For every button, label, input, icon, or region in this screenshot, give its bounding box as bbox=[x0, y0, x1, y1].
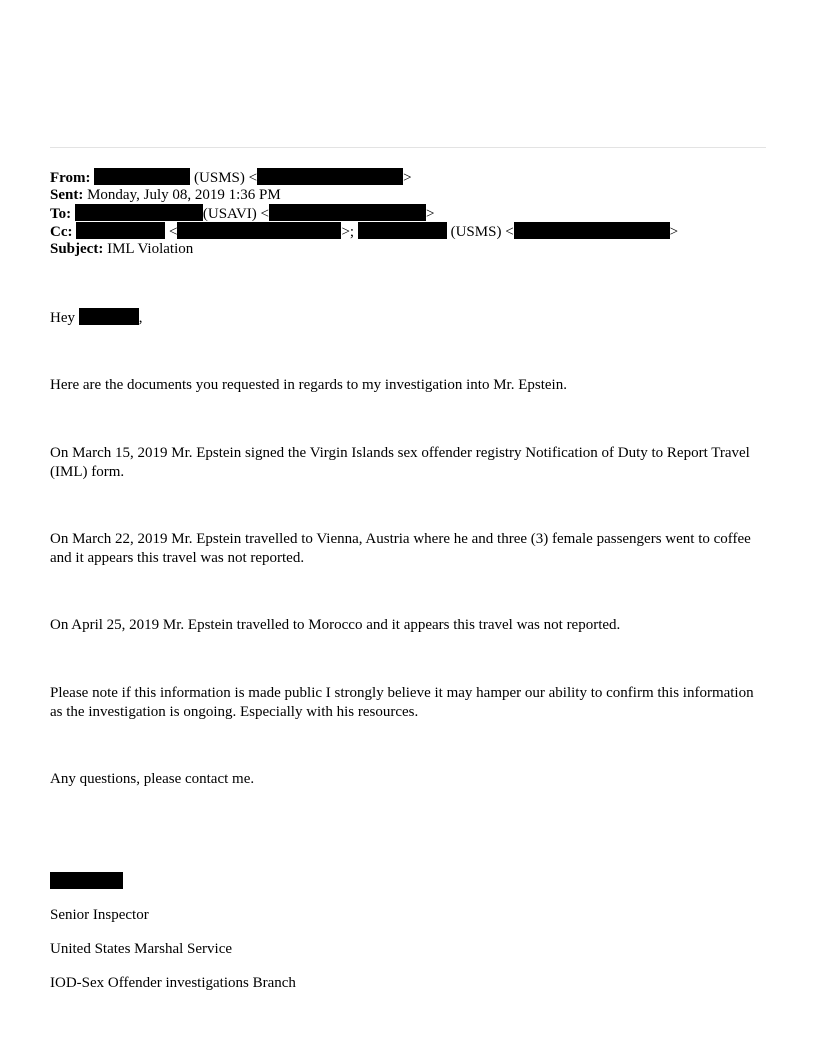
cc-line bbox=[50, 222, 678, 240]
sent-value: Monday, July 08, 2019 1:36 PM bbox=[87, 187, 281, 203]
redaction-box bbox=[177, 222, 341, 239]
from-close: > bbox=[403, 170, 412, 186]
sent-label: Sent: bbox=[50, 187, 84, 203]
redaction-box bbox=[269, 204, 426, 221]
signature-org: United States Marshal Service bbox=[50, 941, 233, 957]
to-label: To: bbox=[50, 206, 72, 222]
from-label: From: bbox=[50, 170, 91, 186]
subject-line bbox=[50, 240, 678, 258]
from-line bbox=[50, 168, 678, 186]
redaction-box bbox=[358, 222, 447, 239]
redaction-box bbox=[94, 168, 190, 185]
body-paragraph: Here are the documents you requested in regards to my investigation into Mr. Epstein. bbox=[50, 377, 567, 393]
to-line bbox=[50, 204, 678, 222]
to-close: > bbox=[425, 206, 435, 222]
body-paragraph: On April 25, 2019 Mr. Epstein travelled to Morocco and it appears this travel was not reported. bbox=[50, 617, 621, 633]
cc-open: < bbox=[169, 224, 178, 240]
signature-redaction bbox=[50, 872, 123, 889]
email-header bbox=[50, 168, 678, 258]
cc-close: > bbox=[669, 224, 679, 240]
body-paragraph: On March 22, 2019 Mr. Epstein travelled to Vienna, Austria where he and three (3) female passengers went to coffee and it appears this travel was not reported. bbox=[50, 531, 751, 566]
redaction-box bbox=[75, 204, 203, 221]
greeting bbox=[50, 308, 766, 328]
redaction-box bbox=[257, 168, 403, 185]
cc-sep: >; bbox=[341, 224, 355, 240]
header-divider bbox=[50, 147, 766, 148]
body-paragraph: Please note if this information is made public I strongly believe it may hamper our ability to confirm this information as the investigation is ongoing. Especially with his resources. bbox=[50, 685, 754, 720]
body-paragraph: Any questions, please contact me. bbox=[50, 771, 255, 787]
greeting-text: Hey bbox=[50, 310, 75, 326]
sent-line bbox=[50, 186, 678, 204]
cc-org: (USMS) < bbox=[450, 224, 514, 240]
signature-title: Senior Inspector bbox=[50, 907, 149, 923]
subject-value: IML Violation bbox=[107, 241, 194, 257]
cc-label: Cc: bbox=[50, 224, 73, 240]
redaction-box bbox=[79, 308, 139, 325]
to-org: (USAVI) < bbox=[202, 206, 269, 222]
redaction-box bbox=[514, 222, 670, 239]
signature-branch: IOD-Sex Offender investigations Branch bbox=[50, 975, 296, 991]
body-paragraph: On March 15, 2019 Mr. Epstein signed the Virgin Islands sex offender registry Notification of Duty to Report Travel (IML) form. bbox=[50, 445, 750, 480]
subject-label: Subject: bbox=[50, 241, 104, 257]
from-org: (USMS) < bbox=[194, 170, 258, 186]
redaction-box bbox=[76, 222, 165, 239]
greeting-punct: , bbox=[138, 310, 143, 326]
